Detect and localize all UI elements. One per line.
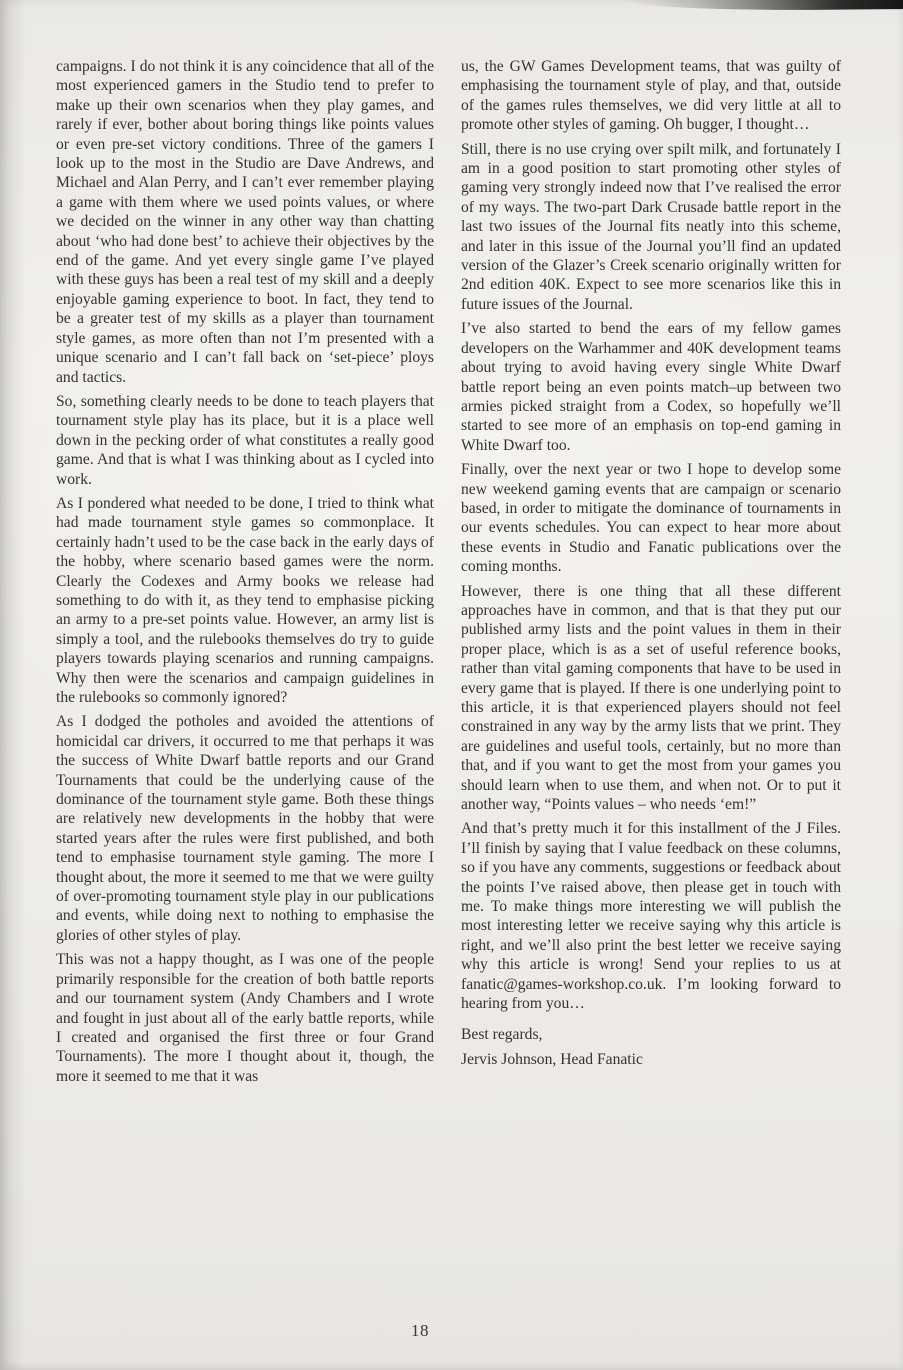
article-paragraph: As I pondered what needed to be done, I tried to think what had made tournament style games so commonplace. It certainly hadn’t used to be the case back in the early days of the hobby, where scenario based games were the norm. Clearly the Codexes and Army books we release had something to do with it, as they tend to emphasise picking an army to a pre-set points value. However, an army list is simply a tool, and the rulebooks themselves do try to guide players towards playing scenarios and running campaigns. Why then were the scenarios and campaign guidelines in the rulebooks so commonly ignored? [56,494,434,706]
article-column-right [461,57,841,1069]
scan-edge-artifact [629,0,903,11]
signoff-text: Best regards, [461,1025,543,1043]
article-column-left [56,57,434,1091]
article-paragraph: And that’s pretty much it for this installment of the J Files. I’ll finish by saying that I value feedback on these columns, so if you have any comments, suggestions or feedback about the points I’ve raised above, then please get in touch with me. To make things more interesting we will publish the most interesting letter we receive saying why this article is right, and we’ll also print the best letter we receive saying why this article is wrong! Send your replies to us at fanatic@games-workshop.co.uk. I’m looking forward to hearing from you… [461,820,841,1013]
article-paragraph: Finally, over the next year or two I hope to develop some new weekend gaming events that are campaign or scenario based, in order to mitigate the dominance of tournaments in our events schedules. You can expect to hear more about these events in Studio and Fanatic publications over the coming months. [461,461,841,576]
article-paragraph: I’ve also started to bend the ears of my fellow games developers on the Warhammer and 40K development teams about trying to avoid having every single White Dwarf battle report being an even points match–up between two armies picked straight from a Codex, so hopefully we’ll started to see more of an emphasis on top-end gaming in White Dwarf too. [461,320,841,454]
signature-text: Jervis Johnson, Head Fanatic [461,1050,643,1068]
article-paragraph: However, there is one thing that all these different approaches have in common, and that is that they put our published army lists and the point values in them in their proper place, which is as a set of useful reference books, rather than vital gaming components that have to be used in every game that is played. If there is one underlying point to this article, it is that experienced players should not feel constrained in any way by the army lists that we print. They are guidelines and useful tools, certainly, but no more than that, and if you want to get the most from your games you should learn when to use them, and when not. Or to put it another way, “Points values – who needs ‘em!” [461,582,841,814]
article-paragraph: campaigns. I do not think it is any coincidence that all of the most experienced gamers in the Studio tend to prefer to make up their own scenarios when they play games, and rarely if ever, bother about boring things like points values or even pre-set victory conditions. Three of the gamers I look up to the most in the Studio are Dave Andrews, and Michael and Alan Perry, and I can’t ever remember playing a game with them where we used points values, or where we decided on the winner in any other way than chatting about ‘who had done best’ to achieve their objectives by the end of the game. And yet every single game I’ve played with these guys has been a real test of my skill and a deeply enjoyable gaming experience to boot. In fact, they tend to be a greater test of my skills as a player than tournament style games, as more often than not I’m presented with a unique scenario and I can’t fall back on ‘set-piece’ ploys and tactics. [56,58,434,386]
page-number: 18 [411,1321,429,1340]
article-paragraph: As I dodged the potholes and avoided the attentions of homicidal car drivers, it occurred to me that perhaps it was the success of White Dwarf battle reports and our Grand Tournaments that could be the underlying cause of the dominance of the tournament style game. Both these things are relatively new developments in the hobby that were started years after the rules were first published, and both tend to emphasise tournament style gaming. The more I thought about, the more it seemed to me that we were guilty of over-promoting tournament style play in our publications and events, while doing next to nothing to emphasise the glories of other styles of play. [56,713,434,944]
article-paragraph: Still, there is no use crying over spilt milk, and fortunately I am in a good position to start promoting other styles of gaming very strongly indeed now that I’ve realised the error of my ways. The two-part Dark Crusade battle report in the last two issues of the Journal fits neatly into this scheme, and later in this issue of the Journal you’ll find an updated version of the Glazer’s Creek scenario originally written for 2nd edition 40K. Expect to see more scenarios like this in future issues of the Journal. [461,140,841,313]
article-paragraph: So, something clearly needs to be done to teach players that tournament style play has its place, but it is a place well down in the pecking order of what constitutes a really good game. And that is what I was thinking about as I cycled into work. [56,392,434,488]
page-edge-shadow [0,0,26,1370]
article-paragraph: us, the GW Games Development teams, that was guilty of emphasising the tournament style of play, and that, outside of the games rules themselves, we did very little at all to promote other styles of gaming. Oh bugger, I thought… [461,58,841,134]
article-paragraph: This was not a happy thought, as I was one of the people primarily responsible for the creation of both battle reports and our tournament system (Andy Chambers and I wrote and fought in just about all of the early battle reports, while I created and organised the first three or four Grand Tournaments). The more I thought about it, though, the more it seemed to me that it was [56,951,434,1085]
